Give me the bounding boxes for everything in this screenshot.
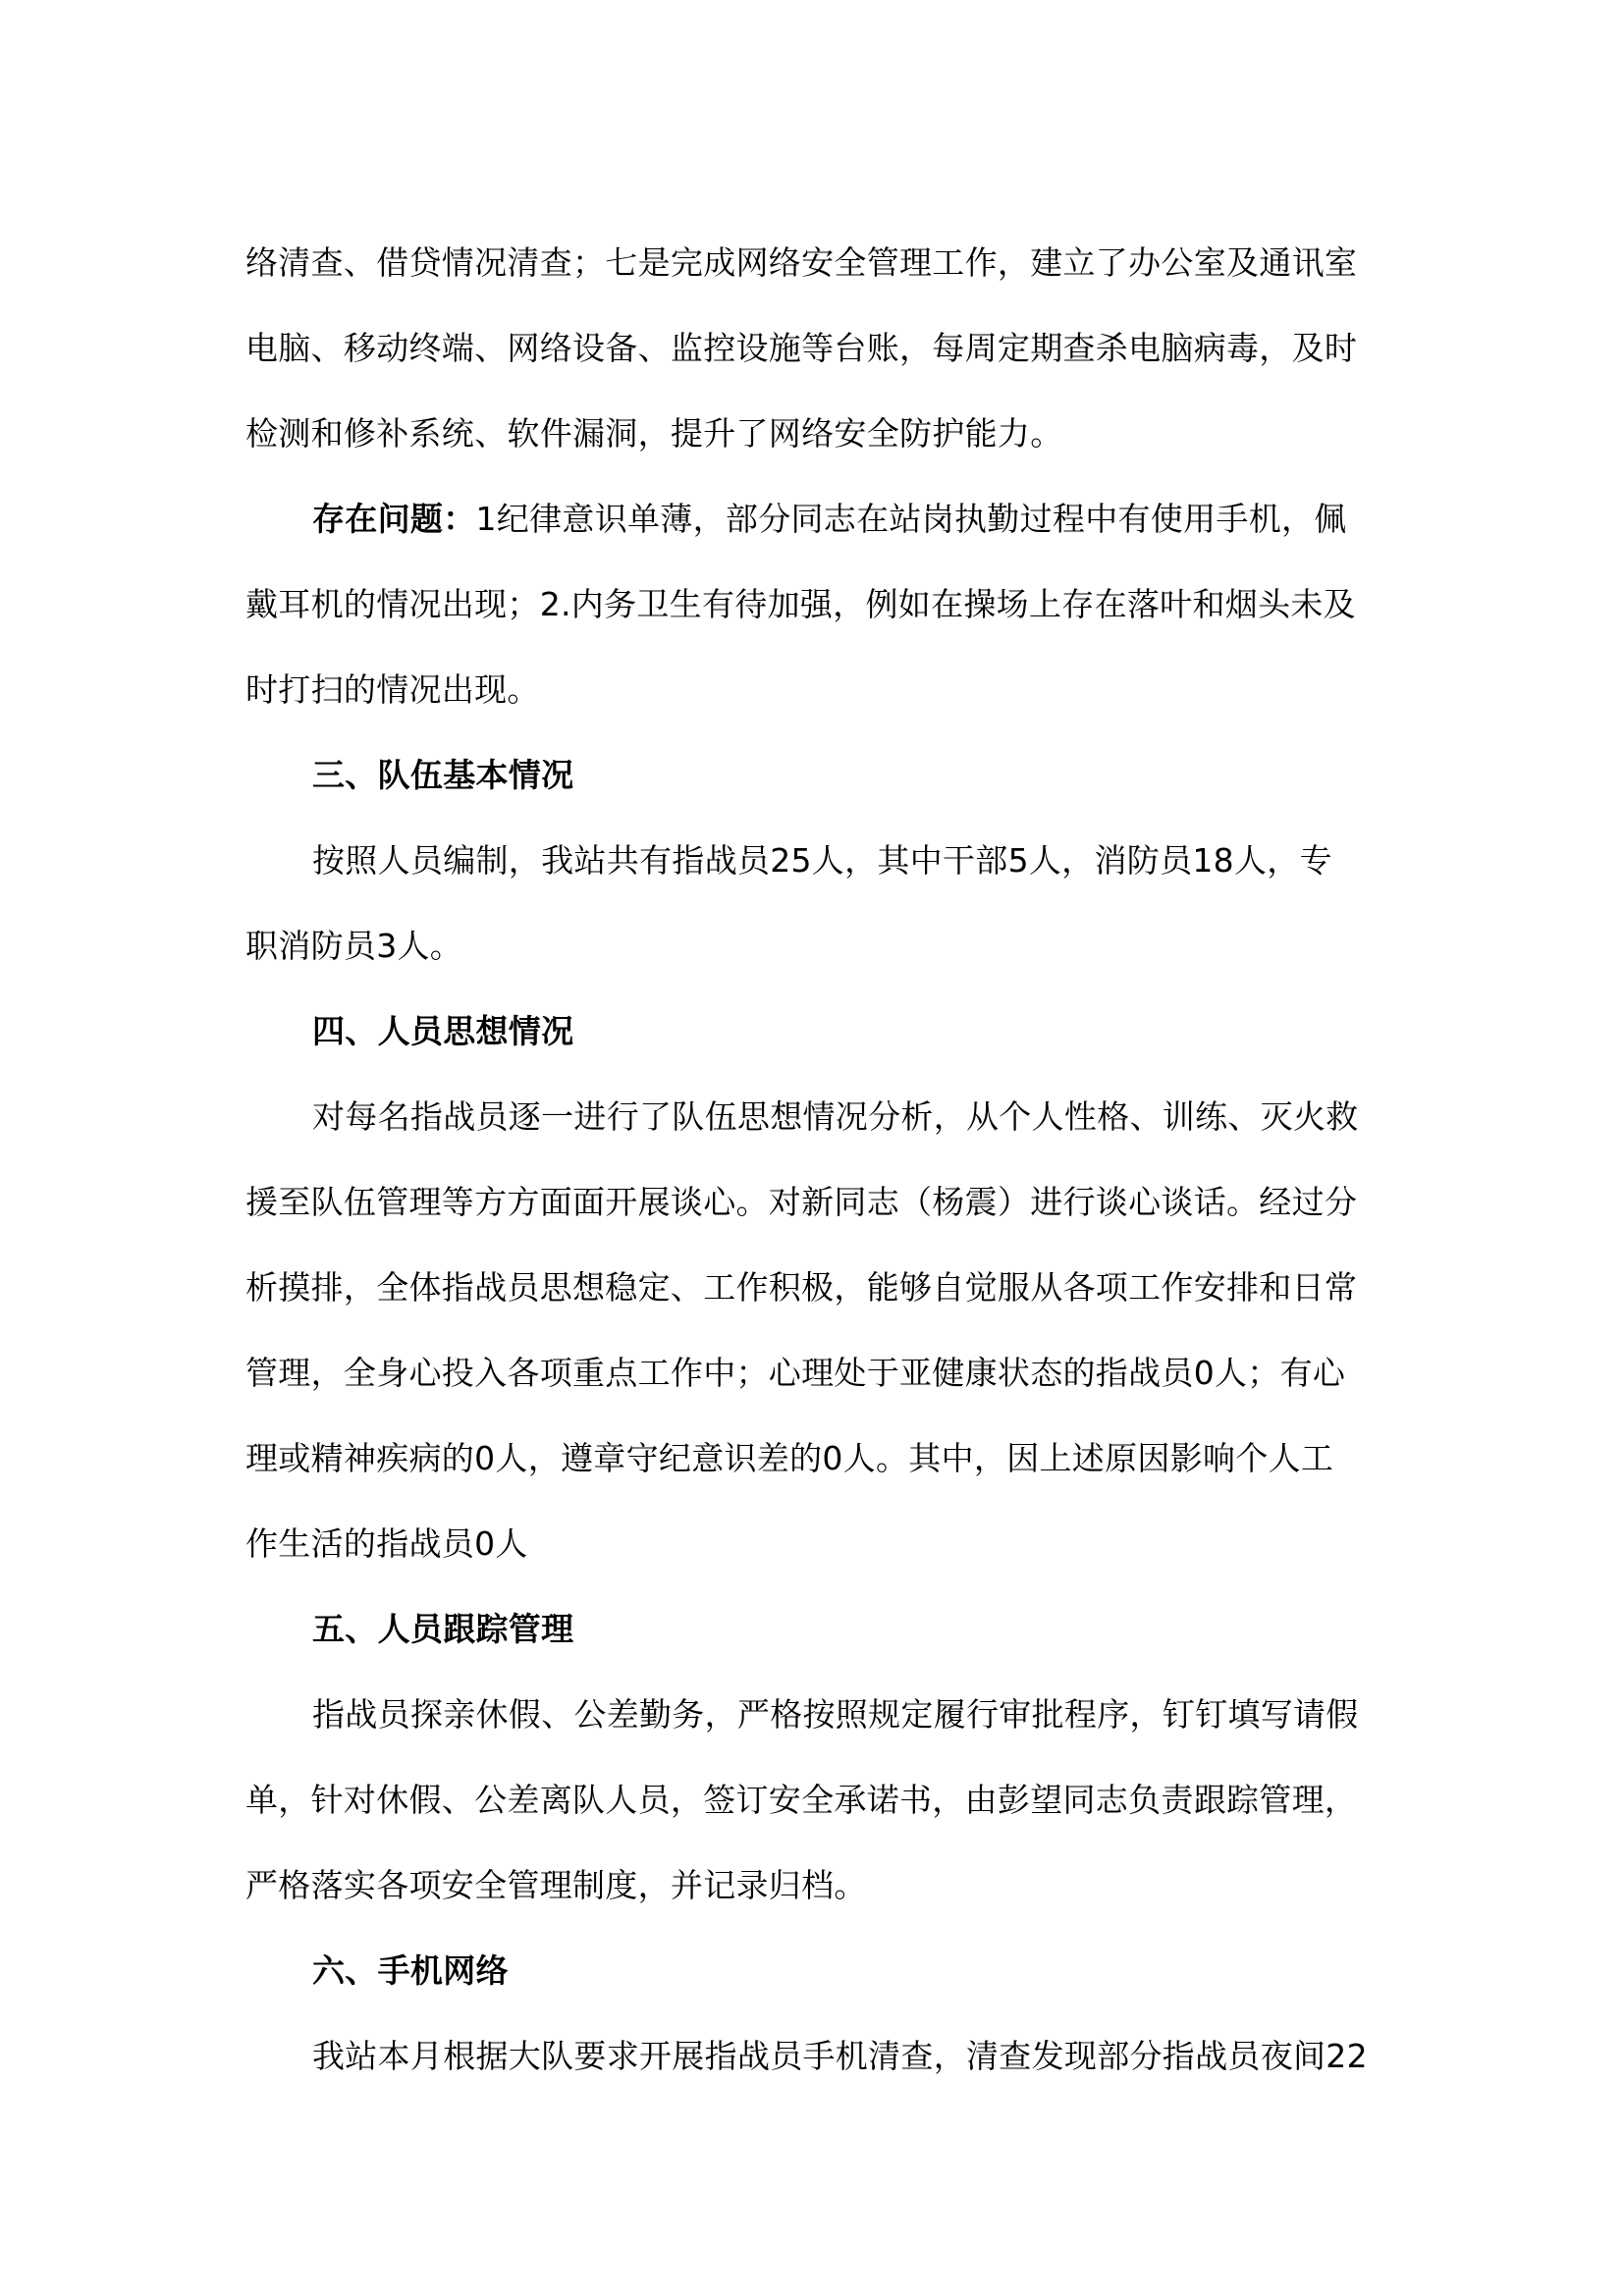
paragraph-line: 单，针对休假、公差离队人员，签订安全承诺书，由彭望同志负责跟踪管理，: [245, 1781, 1358, 1819]
paragraph-line: 管理，全身心投入各项重点工作中；心理处于亚健康状态的指战员0人；有心: [245, 1354, 1346, 1392]
paragraph-line: 严格落实各项安全管理制度，并记录归档。: [245, 1866, 867, 1904]
problems-paragraph-line: [245, 476, 1394, 561]
paragraph-line: 对每名指战员逐一进行了队伍思想情况分析，从个人性格、训练、灭火救: [312, 1097, 1359, 1136]
section-heading-personnel-tracking: 五、人员跟踪管理: [312, 1610, 574, 1648]
paragraph-line: 作生活的指战员0人: [245, 1524, 528, 1563]
problems-label: 存在问题：: [312, 500, 476, 538]
paragraph-line: 指战员探亲休假、公差勤务，严格按照规定履行审批程序，钉钉填写请假: [312, 1695, 1359, 1734]
paragraph-line: 按照人员编制，我站共有指战员25人，其中干部5人，消防员18人，专: [312, 841, 1332, 880]
paragraph-line: 理或精神疾病的0人，遵章守纪意识差的0人。其中，因上述原因影响个人工: [245, 1439, 1334, 1477]
paragraph-line: 戴耳机的情况出现；2.内务卫生有待加强，例如在操场上存在落叶和烟头未及: [245, 585, 1356, 623]
document-page: [245, 220, 1394, 2099]
paragraph-line: 络清查、借贷情况清查；七是完成网络安全管理工作，建立了办公室及通讯室: [245, 243, 1358, 282]
paragraph-line: 时打扫的情况出现。: [245, 670, 540, 709]
section-heading-team-basics: 三、队伍基本情况: [312, 756, 574, 794]
section-heading-phone-network: 六、手机网络: [312, 1951, 509, 1990]
problems-text: 1纪律意识单薄，部分同志在站岗执勤过程中有使用手机，佩: [475, 500, 1347, 538]
section-heading-personnel-thinking: 四、人员思想情况: [312, 1012, 574, 1050]
paragraph-line: 援至队伍管理等方方面面开展谈心。对新同志（杨震）进行谈心谈话。经过分: [245, 1183, 1358, 1221]
paragraph-line: 检测和修补系统、软件漏洞，提升了网络安全防护能力。: [245, 414, 1063, 453]
paragraph-line: 职消防员3人。: [245, 927, 463, 965]
paragraph-line: 电脑、移动终端、网络设备、监控设施等台账，每周定期查杀电脑病毒，及时: [245, 329, 1358, 367]
paragraph-line: 析摸排，全体指战员思想稳定、工作积极，能够自觉服从各项工作安排和日常: [245, 1268, 1358, 1307]
paragraph-line: 我站本月根据大队要求开展指战员手机清查，清查发现部分指战员夜间22: [312, 2037, 1368, 2075]
